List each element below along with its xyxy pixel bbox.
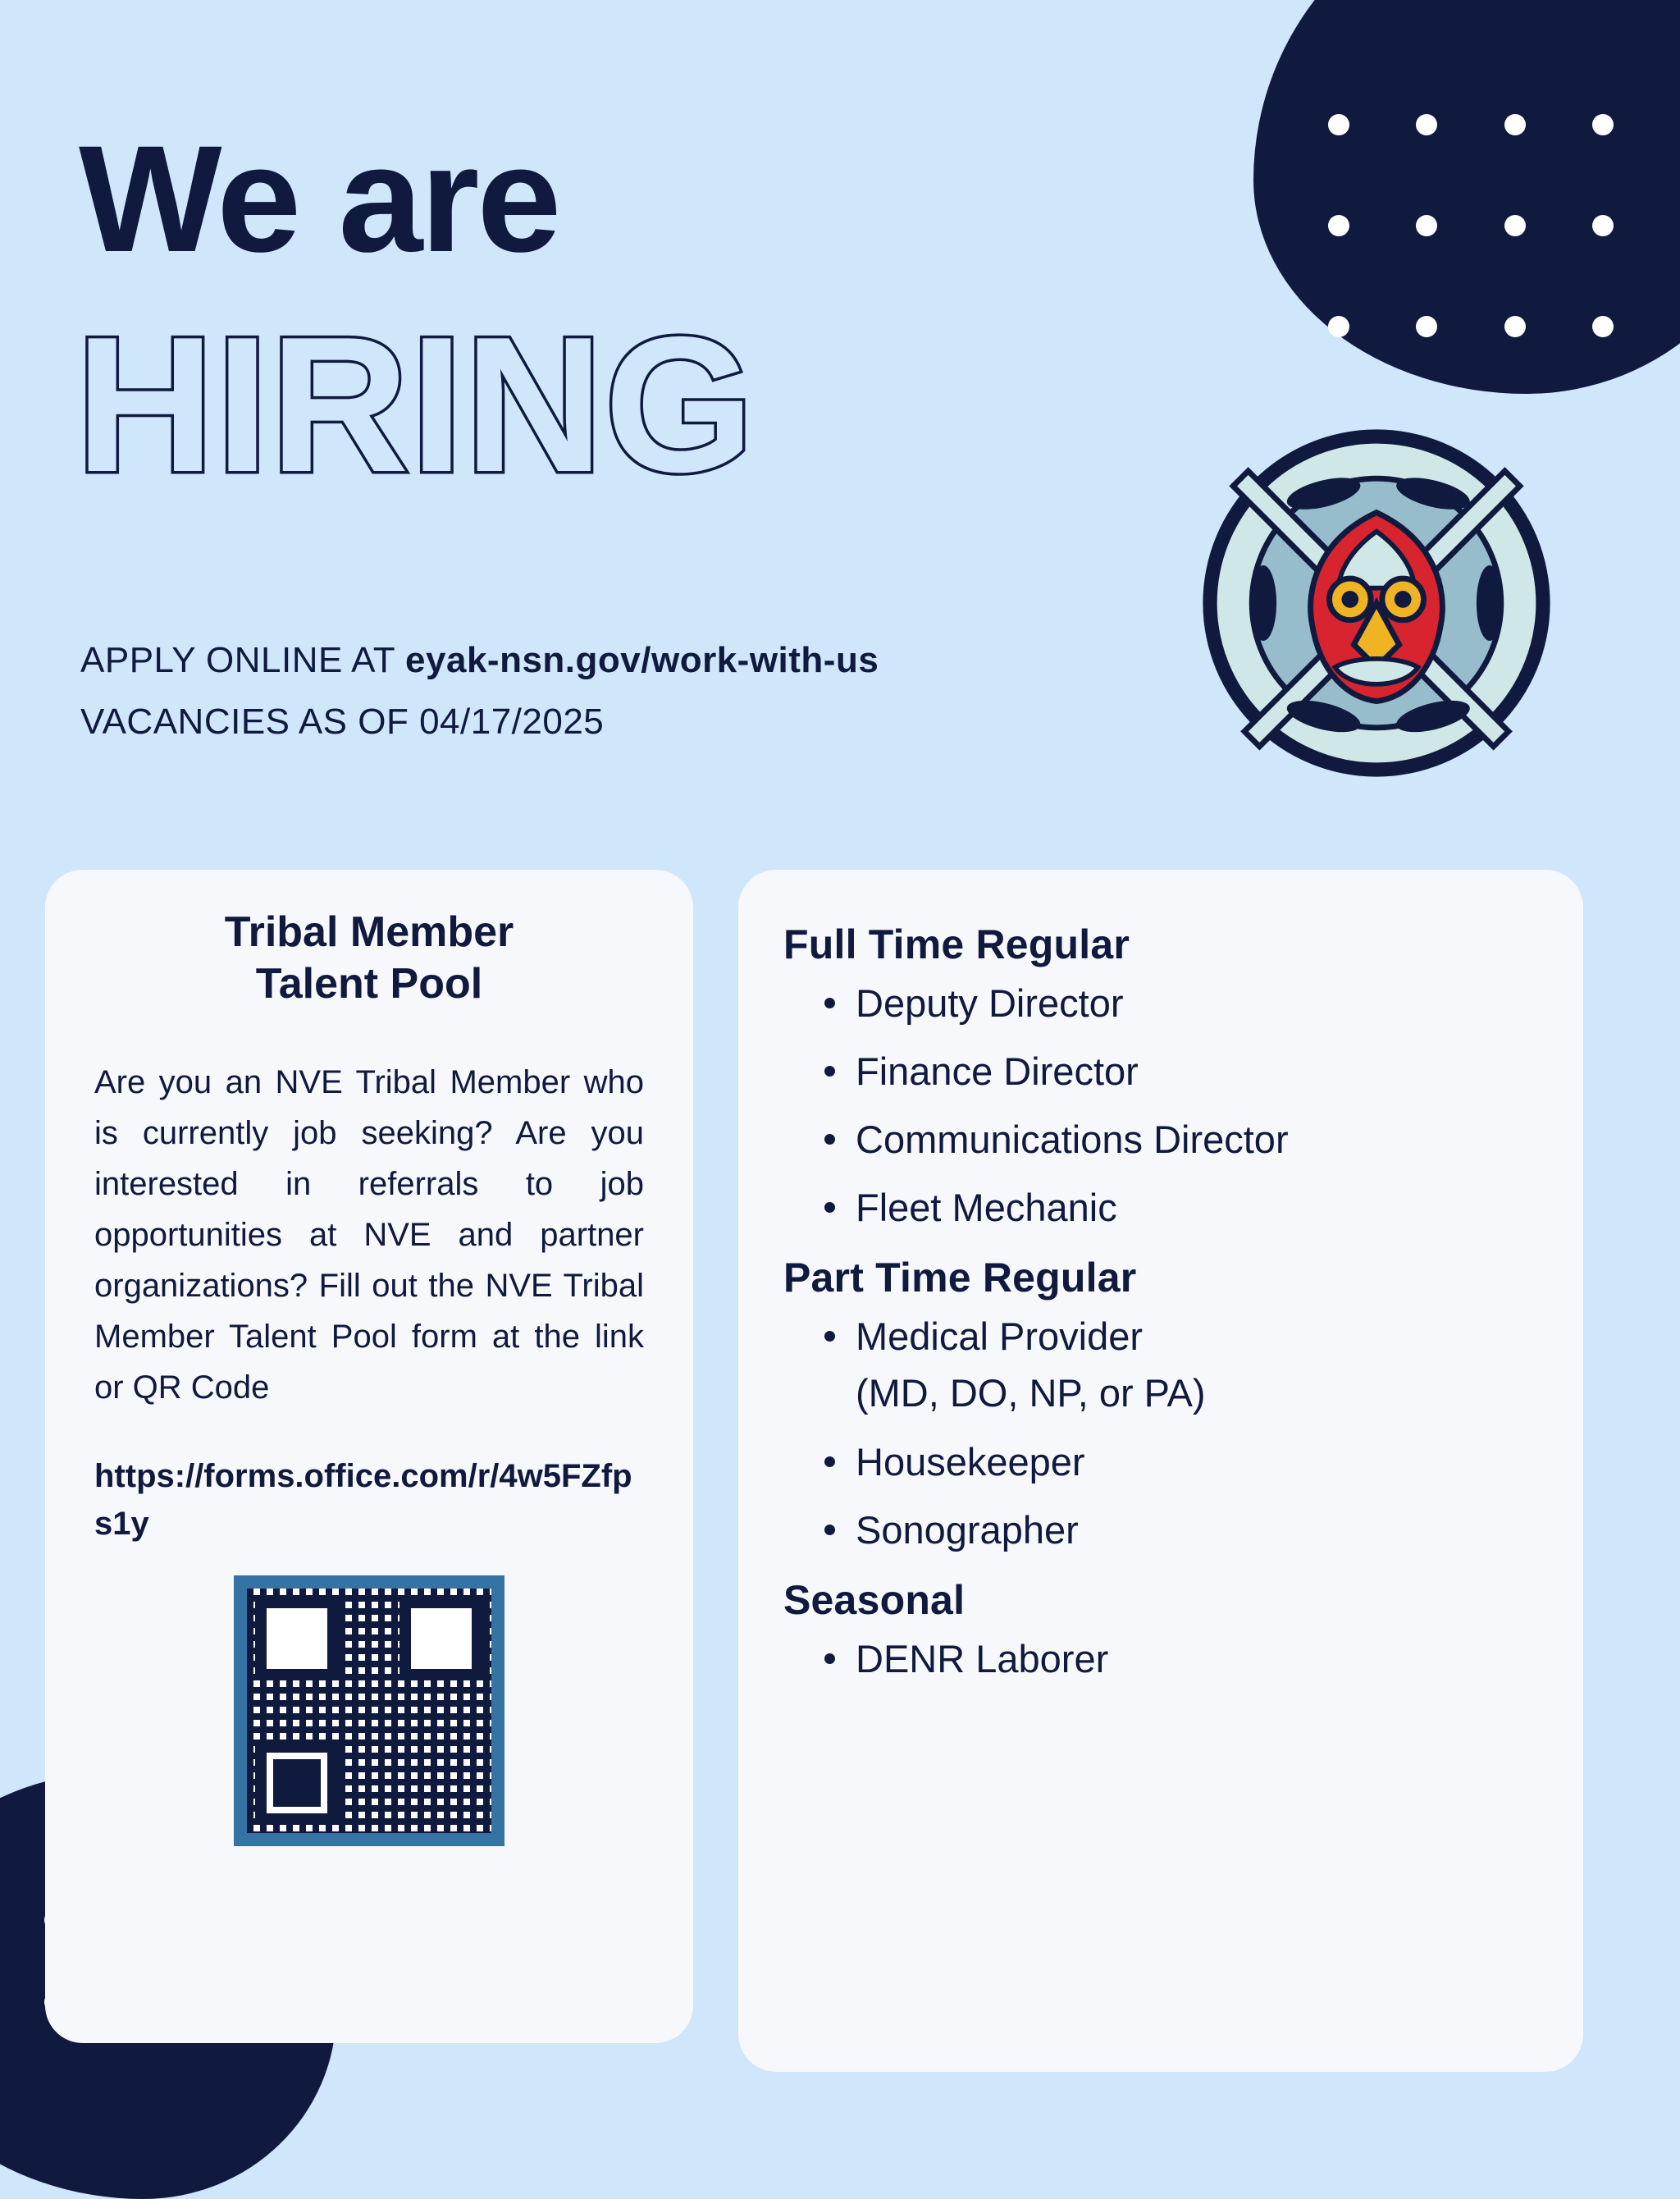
qr-eye-bottom-left — [255, 1741, 339, 1825]
native-village-of-eyak-logo-icon — [1184, 414, 1569, 792]
job-title: Sonographer — [856, 1507, 1079, 1552]
list-item[interactable] — [816, 1046, 1534, 1096]
dot — [1328, 316, 1349, 337]
vacancies-card — [738, 870, 1583, 2072]
list-item[interactable] — [816, 1311, 1534, 1418]
dot — [1416, 316, 1437, 337]
dot — [1416, 215, 1437, 236]
vacancy-date-line: VACANCIES AS OF 04/17/2025 — [80, 702, 605, 742]
dot — [1504, 316, 1526, 337]
headline-hiring: HIRING — [75, 296, 756, 512]
apply-url[interactable]: eyak-nsn.gov/work-with-us — [405, 640, 879, 680]
dot — [1328, 215, 1349, 236]
talent-pool-qr-code[interactable] — [234, 1575, 504, 1846]
group-heading: Seasonal — [783, 1576, 966, 1623]
dot — [1592, 114, 1614, 135]
headline-we-are: We are — [79, 115, 559, 284]
dot — [1416, 114, 1437, 135]
group-heading: Full Time Regular — [783, 921, 1130, 967]
job-list — [783, 1311, 1534, 1554]
talent-pool-body: Are you an NVE Tribal Member who is currently job seeking? Are you interested in referrals to job opportunities at NVE and partner organizations? Fill out the NVE Tribal Member Talent Pool form at the link or QR Code — [94, 1063, 644, 1406]
job-list — [783, 978, 1534, 1232]
list-item[interactable] — [816, 978, 1534, 1028]
apply-online-line — [80, 640, 879, 681]
apply-prefix: APPLY ONLINE AT — [80, 640, 395, 680]
list-item[interactable] — [816, 1114, 1534, 1164]
list-item[interactable] — [816, 1437, 1534, 1487]
talent-pool-title — [94, 907, 644, 1011]
job-title: Medical Provider — [856, 1314, 1144, 1359]
list-item[interactable] — [816, 1182, 1534, 1232]
group-heading: Part Time Regular — [783, 1255, 1137, 1301]
job-list — [783, 1634, 1534, 1684]
talent-pool-form-link[interactable]: https://forms.office.com/r/4w5FZfps1y — [94, 1457, 632, 1542]
job-title: DENR Laborer — [856, 1636, 1109, 1680]
job-title: Housekeeper — [856, 1439, 1085, 1484]
job-title: Communications Director — [856, 1118, 1289, 1162]
dot — [1504, 114, 1526, 135]
job-subtitle: (MD, DO, NP, or PA) — [856, 1371, 1206, 1415]
talent-pool-card — [45, 870, 693, 2043]
talent-pool-title-line2: Talent Pool — [255, 960, 483, 1008]
dot — [1592, 215, 1614, 236]
vacancy-group-full-time — [783, 921, 1534, 1232]
dot — [1504, 215, 1526, 236]
list-item[interactable] — [816, 1634, 1534, 1684]
top-dot-grid — [1294, 74, 1647, 377]
dot — [1592, 316, 1614, 337]
job-title: Fleet Mechanic — [856, 1186, 1117, 1230]
dot — [1328, 114, 1349, 135]
talent-pool-title-line1: Tribal Member — [224, 908, 514, 956]
job-title: Finance Director — [856, 1049, 1139, 1094]
job-title: Deputy Director — [856, 981, 1124, 1025]
vacancy-group-part-time — [783, 1254, 1534, 1554]
qr-code-icon — [247, 1589, 491, 1833]
list-item[interactable] — [816, 1505, 1534, 1555]
vacancy-group-seasonal — [783, 1576, 1534, 1684]
